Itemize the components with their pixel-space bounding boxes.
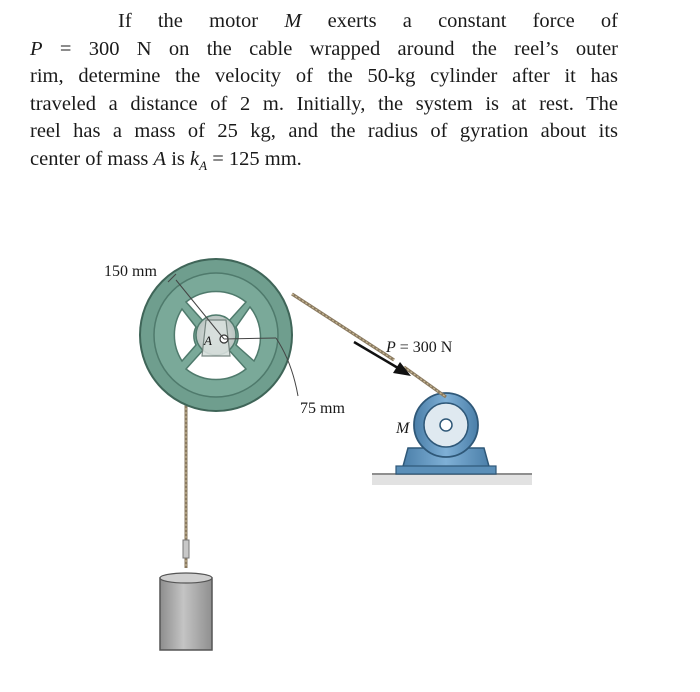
inner-radius-label: 75 mm — [300, 400, 345, 417]
symbol-m: M — [284, 10, 302, 32]
reel — [140, 259, 298, 411]
problem-line-5: reel has a mass of 25 kg, and the radius of gyration about its — [30, 120, 618, 142]
text-segment: exerts a constant force of — [301, 10, 618, 32]
cylinder — [160, 573, 212, 650]
motor — [396, 393, 496, 474]
motor-label: M — [396, 420, 410, 437]
text-segment: If the motor — [118, 10, 285, 32]
outer-radius-label: 150 mm — [104, 263, 157, 280]
symbol-p: P — [30, 37, 43, 60]
force-value: = 300 N — [395, 339, 453, 356]
symbol-k: k — [190, 147, 200, 170]
text-segment: = 125 mm. — [207, 147, 302, 170]
text-segment: = 300 N on the cable wrapped around the reel’s outer — [42, 37, 618, 60]
force-label — [385, 339, 453, 356]
symbol-a: A — [153, 147, 167, 170]
center-label: A — [204, 333, 212, 348]
problem-line-4: traveled a distance of 2 m. Initially, the system is at rest. The — [30, 92, 618, 115]
ground — [372, 474, 532, 485]
text-segment: center of mass — [30, 147, 154, 170]
problem-line-3: rim, determine the velocity of the 50-kg cylinder after it has — [30, 65, 618, 87]
text-segment: is — [166, 147, 190, 170]
subscript-a: A — [199, 157, 208, 173]
force-symbol: P — [386, 339, 396, 356]
